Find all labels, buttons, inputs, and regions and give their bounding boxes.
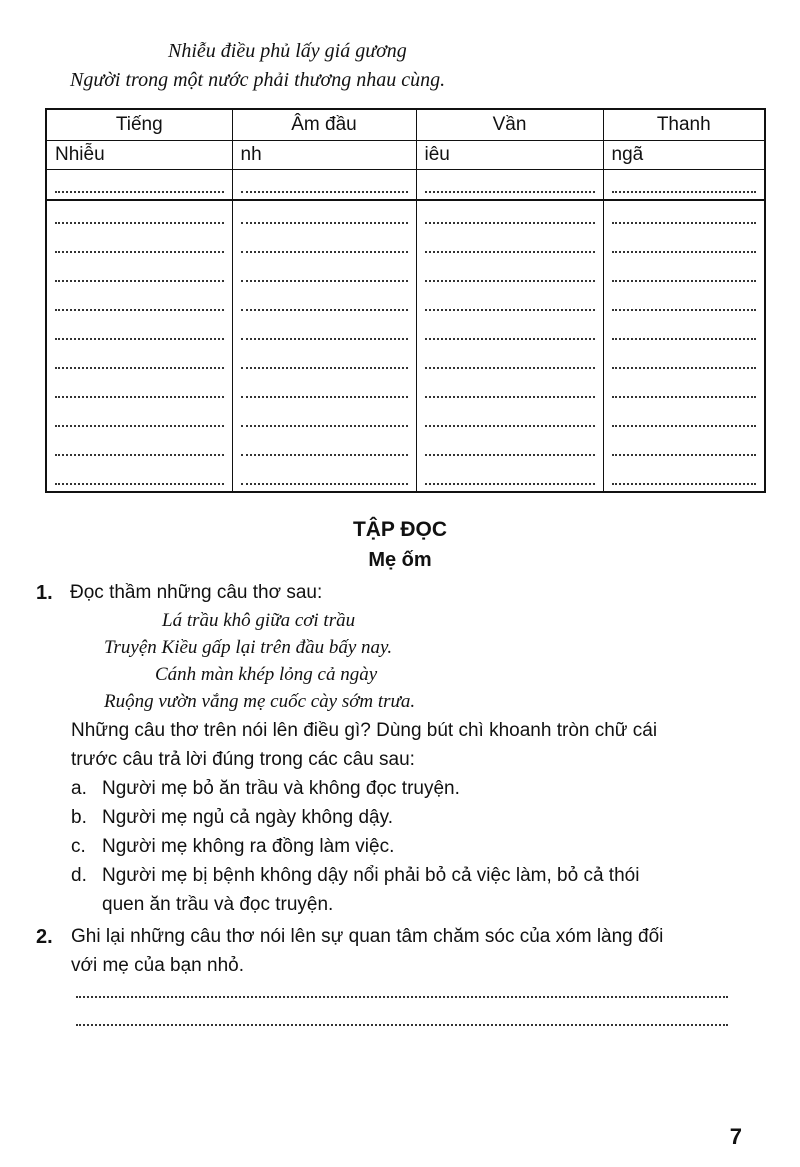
header-van: Vần bbox=[416, 109, 603, 141]
header-tieng: Tiếng bbox=[46, 109, 232, 141]
fill-cell[interactable] bbox=[416, 200, 603, 230]
fill-cell[interactable] bbox=[416, 433, 603, 462]
fill-cell[interactable] bbox=[232, 346, 416, 375]
fill-cell[interactable] bbox=[46, 462, 232, 492]
fill-cell[interactable] bbox=[603, 462, 765, 492]
fill-cell[interactable] bbox=[603, 259, 765, 288]
fill-cell[interactable] bbox=[603, 288, 765, 317]
header-am-dau: Âm đầu bbox=[232, 109, 416, 141]
question-1-number: 1. bbox=[36, 582, 53, 604]
fill-cell[interactable] bbox=[232, 375, 416, 404]
option-d-text-continued: quen ăn trầu và đọc truyện. bbox=[102, 894, 334, 915]
fill-cell[interactable] bbox=[46, 433, 232, 462]
option-b-letter[interactable]: b. bbox=[71, 807, 87, 828]
fill-cell[interactable] bbox=[416, 375, 603, 404]
table-row bbox=[46, 375, 765, 404]
fill-cell[interactable] bbox=[232, 288, 416, 317]
fill-cell[interactable] bbox=[603, 433, 765, 462]
table-row bbox=[46, 404, 765, 433]
fill-cell[interactable] bbox=[46, 259, 232, 288]
instruction-line-2: trước câu trả lời đúng trong các câu sau: bbox=[71, 749, 415, 770]
header-thanh: Thanh bbox=[603, 109, 765, 141]
option-d-letter[interactable]: d. bbox=[71, 865, 87, 886]
fill-cell[interactable] bbox=[416, 346, 603, 375]
fill-cell[interactable] bbox=[603, 230, 765, 259]
option-b-text: Người mẹ ngủ cả ngày không dậy. bbox=[102, 807, 393, 828]
option-d-text: Người mẹ bị bệnh không dậy nổi phải bỏ cả việc làm, bỏ cả thói bbox=[102, 865, 640, 886]
option-a-text: Người mẹ bỏ ăn trầu và không đọc truyện. bbox=[102, 778, 460, 799]
fill-cell[interactable] bbox=[416, 462, 603, 492]
fill-cell[interactable] bbox=[416, 404, 603, 433]
instruction-line-1: Những câu thơ trên nói lên điều gì? Dùng bút chì khoanh tròn chữ cái bbox=[71, 720, 658, 741]
fill-cell[interactable] bbox=[416, 170, 603, 201]
table-row bbox=[46, 170, 765, 201]
fill-cell[interactable] bbox=[232, 462, 416, 492]
question-2-line-2: với mẹ của bạn nhỏ. bbox=[71, 955, 245, 976]
fill-cell[interactable] bbox=[232, 259, 416, 288]
table-row bbox=[46, 462, 765, 492]
fill-cell[interactable] bbox=[603, 404, 765, 433]
fill-cell[interactable] bbox=[232, 317, 416, 346]
table-row bbox=[46, 346, 765, 375]
couplet-line-1: Nhiễu điều phủ lấy giá gương bbox=[168, 40, 407, 62]
fill-cell[interactable] bbox=[232, 404, 416, 433]
fill-cell[interactable] bbox=[603, 375, 765, 404]
fill-cell[interactable] bbox=[603, 170, 765, 201]
poem-line-1: Lá trầu khô giữa cơi trầu bbox=[162, 610, 356, 631]
fill-cell[interactable] bbox=[46, 346, 232, 375]
option-c-text: Người mẹ không ra đồng làm việc. bbox=[102, 836, 395, 857]
poem-line-4: Ruộng vườn vắng mẹ cuốc cày sớm trưa. bbox=[104, 691, 416, 712]
fill-cell[interactable] bbox=[232, 230, 416, 259]
example-tieng: Nhiễu bbox=[46, 141, 232, 170]
table-row bbox=[46, 288, 765, 317]
table-row bbox=[46, 259, 765, 288]
option-c-letter[interactable]: c. bbox=[71, 836, 86, 857]
table-row bbox=[46, 200, 765, 230]
fill-cell[interactable] bbox=[603, 317, 765, 346]
fill-cell[interactable] bbox=[46, 230, 232, 259]
word-analysis-table bbox=[45, 108, 766, 493]
fill-cell[interactable] bbox=[46, 170, 232, 201]
page-number: 7 bbox=[729, 1124, 742, 1149]
table-example-row bbox=[46, 141, 765, 170]
fill-cell[interactable] bbox=[46, 375, 232, 404]
answer-line[interactable] bbox=[76, 996, 728, 998]
table-row bbox=[46, 433, 765, 462]
poem-line-3: Cánh màn khép lỏng cả ngày bbox=[155, 664, 378, 685]
example-thanh: ngã bbox=[603, 141, 765, 170]
example-am-dau: nh bbox=[232, 141, 416, 170]
fill-cell[interactable] bbox=[46, 288, 232, 317]
fill-cell[interactable] bbox=[416, 317, 603, 346]
example-van: iêu bbox=[416, 141, 603, 170]
fill-cell[interactable] bbox=[603, 200, 765, 230]
fill-cell[interactable] bbox=[416, 288, 603, 317]
fill-cell[interactable] bbox=[46, 404, 232, 433]
table-header-row bbox=[46, 109, 765, 141]
fill-cell[interactable] bbox=[416, 230, 603, 259]
fill-cell[interactable] bbox=[416, 259, 603, 288]
option-a-letter[interactable]: a. bbox=[71, 778, 87, 799]
fill-cell[interactable] bbox=[46, 200, 232, 230]
question-2-number: 2. bbox=[36, 926, 53, 948]
fill-cell[interactable] bbox=[46, 317, 232, 346]
fill-cell[interactable] bbox=[232, 170, 416, 201]
table-row bbox=[46, 230, 765, 259]
answer-line[interactable] bbox=[76, 1024, 728, 1026]
table-row bbox=[46, 317, 765, 346]
fill-cell[interactable] bbox=[232, 433, 416, 462]
fill-cell[interactable] bbox=[603, 346, 765, 375]
fill-cell[interactable] bbox=[232, 200, 416, 230]
couplet-line-2: Người trong một nước phải thương nhau cùng. bbox=[70, 69, 446, 91]
question-1-prompt: Đọc thầm những câu thơ sau: bbox=[70, 582, 323, 603]
lesson-title: Mẹ ốm bbox=[368, 549, 432, 571]
section-title: TẬP ĐỌC bbox=[352, 518, 448, 541]
poem-line-2: Truyện Kiều gấp lại trên đầu bấy nay. bbox=[104, 637, 393, 658]
question-2-line-1: Ghi lại những câu thơ nói lên sự quan tâm chăm sóc của xóm làng đối bbox=[71, 926, 664, 947]
